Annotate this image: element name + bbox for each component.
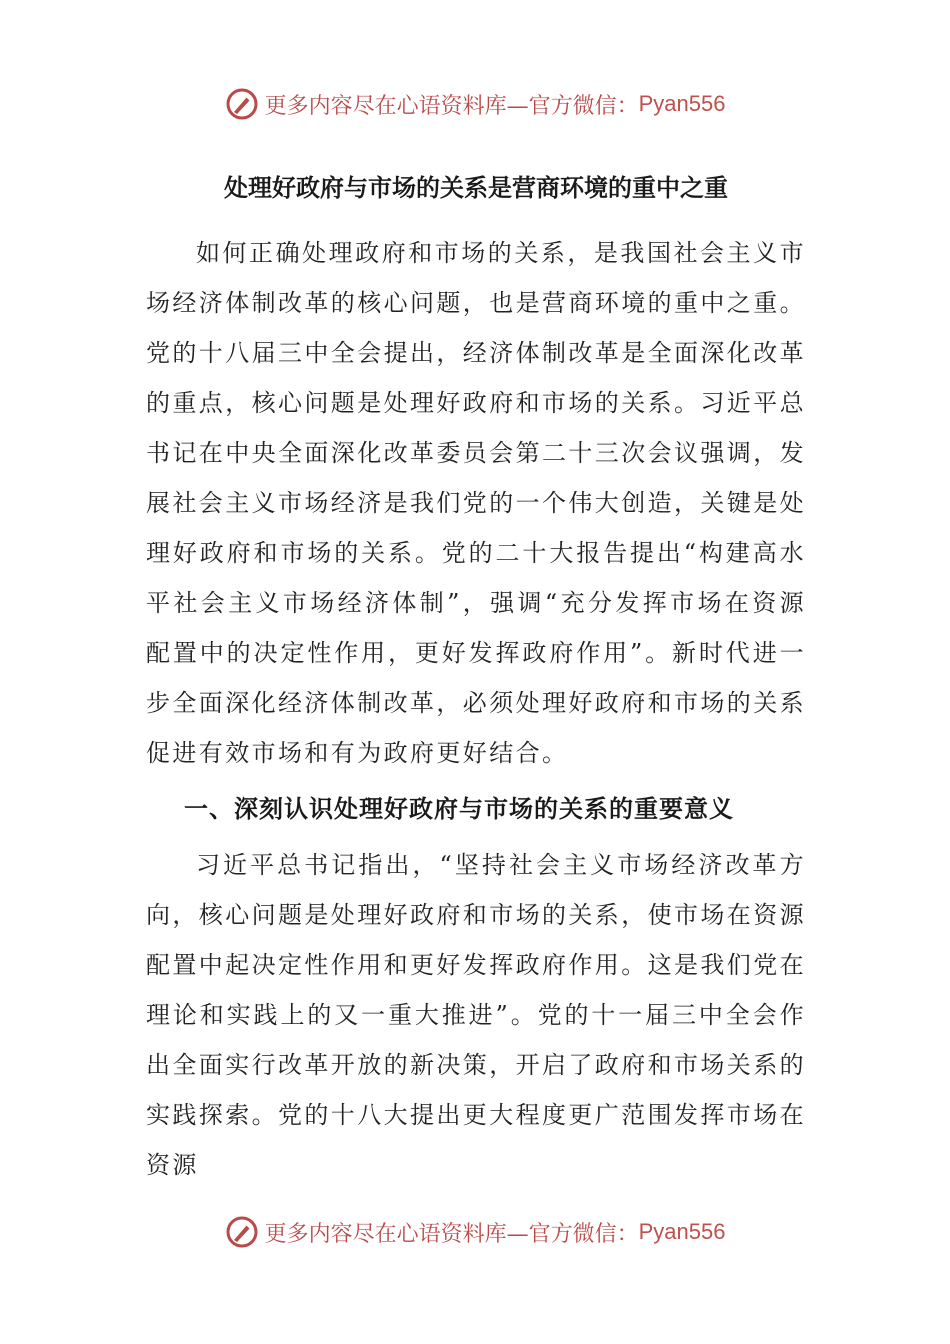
footer-banner-text: 更多内容尽在心语资料库—官方微信： [264,1221,639,1247]
document-body [146,168,806,1190]
section-heading: 一、深刻认识处理好政府与市场的关系的重要意义 [184,794,734,823]
pen-seal-icon [225,87,259,121]
intro-paragraph: 如何正确处理政府和市场的关系，是我国社会主义市场经济体制改革的核心问题，也是营商环境的重中之重。党的十八届三中全会提出，经济体制改革是全面深化改革的重点，核心问题是处理好政府和市场的关系。习近平总书记在中央全面深化改革委员会第二十三次会议强调，发展社会主义市场经济是我们党的一个伟大创造，关键是处理好政府和市场的关系。党的二十大报告提出“构建高水平社会主义市场经济体制”，强调“充分发挥市场在资源配置中的决定性作用，更好发挥政府作用”。新时代进一步全面深化经济体制改革，必须处理好政府和市场的关系促进有效市场和有为政府更好结合。 [146,239,806,767]
footer-banner-wechat-id: Pyan556 [638,1219,726,1244]
footer-banner [0,1212,950,1252]
banner-text: 更多内容尽在心语资料库—官方微信： [264,93,639,119]
section-paragraph: 习近平总书记指出，“坚持社会主义市场经济改革方向，核心问题是处理好政府和市场的关系，使市场在资源配置中起决定性作用和更好发挥政府作用。这是我们党在理论和实践上的又一重大推进”。党的十一届三中全会作出全面实行改革开放的新决策，开启了政府和市场关系的实践探索。党的十八大提出更大程度更广范围发挥市场在资源 [146,851,806,1179]
pen-seal-icon [225,1215,259,1249]
header-banner [0,84,950,124]
banner-wechat-id: Pyan556 [638,91,726,116]
document-title: 处理好政府与市场的关系是营商环境的重中之重 [224,173,728,202]
